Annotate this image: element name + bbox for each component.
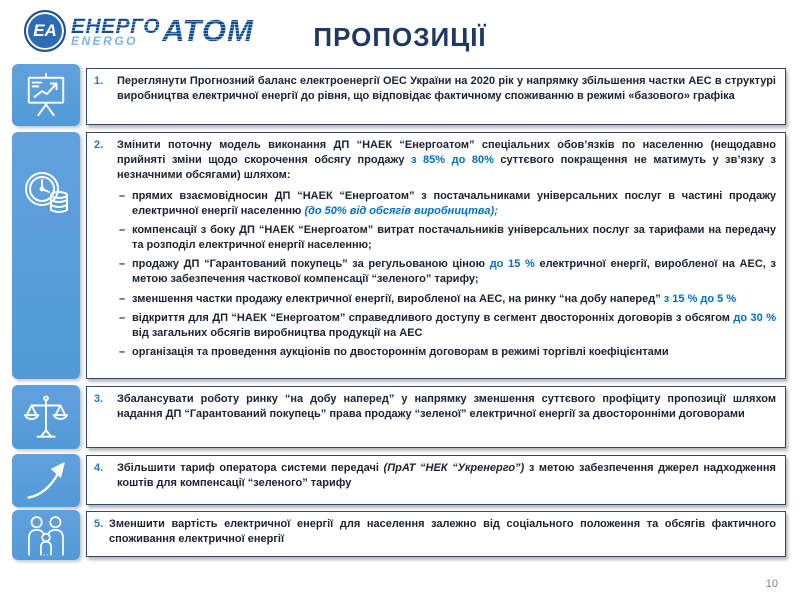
logo-energo-ua: ЕНЕРГО [71,14,161,38]
item-number: 2. [94,139,104,151]
proposal-box-4 [86,455,786,505]
proposal-box-1 [86,68,786,125]
bullet-text: організація та проведення аукціонів по двостороннім договорам в режимі торгівлі коефіцієнтами [132,346,669,359]
logo-atom: АТОМ [162,13,254,48]
item-number: 1. [94,75,104,87]
bullet-dash: – [119,223,126,236]
item-text: Збалансувати роботу ринку “на добу наперед” у напрямку зменшення суттєвого профіциту пропозиції шляхом надання ДП “Гарантований покупець” права продажу “зеленої” електричної енергії за двосторонніми договорами [117,393,776,421]
bullet-text: прямих взаємовідносин ДП “НАЕК “Енергоатом” з постачальниками універсальних послуг в частині продажу електричної енергії населенню (до 50% від обсягів виробництва); [132,189,776,217]
bullet-dash: – [119,189,126,202]
proposal-box-5 [86,511,786,557]
sidebar-block-2 [12,132,80,379]
bullet-text: компенсації з боку ДП “НАЕК “Енергоатом” витрат постачальників універсальних послуг за тарифами на передачу та розподіл електричної енергії населенню; [132,223,776,252]
item-text: Зменшити вартість електричної енергії для населення залежно від соціального положення та обсягів фактичного споживання електричної енергії [109,518,776,546]
bullet-dash: – [119,258,126,271]
item-number: 5. [94,518,104,530]
item-text: Змінити поточну модель виконання ДП “НАЕК “Енергоатом” спеціальних обов’язків по населенню (нещодавно прийняті зміни щодо скорочення обсягу продажу з 85% до 80% суттєвого покращення не матимуть у зв’язку з незначними обсягами) шляхом: [117,139,776,182]
family-icon [23,514,69,556]
logo-energo-en: ENERGO [71,33,139,48]
item-number: 3. [94,393,104,405]
clock-coins-icon [20,166,72,218]
sidebar-block-1 [12,64,80,126]
item-text: Збільшити тариф оператора системи передачі (ПрАТ “НЕК “Укренерго”) з метою забезпечення джерел надходження коштів для компенсації “зеленого” тарифу [117,462,776,490]
page-number: 10 [765,578,778,590]
list-item [119,292,776,307]
sidebar-block-4 [12,454,80,507]
list-item [119,311,776,341]
growth-arrow-icon [24,459,68,503]
bullet-text: продажу ДП “Гарантований покупець” за регульованою ціною до 15 % електричної енергії, виробленої на АЕС, з метою забезпечення часткової компенсації “зеленого” тарифу; [132,258,776,286]
item-number: 4. [94,462,104,474]
bullet-dash: – [119,311,126,324]
list-item [119,223,776,253]
page-title: ПРОПОЗИЦІЇ [313,22,487,52]
bullet-dash: – [119,292,126,305]
scales-icon [23,394,69,440]
sidebar-block-5 [12,510,80,560]
bullet-dash: – [119,346,126,359]
logo-mark-icon: ЕА [24,10,66,52]
sidebar-block-3 [12,385,80,449]
presentation-chart-icon [23,72,69,118]
proposal-box-2 [86,132,786,379]
proposal-box-3 [86,386,786,448]
list-item [119,345,776,360]
sub-bullet-list [119,189,776,361]
list-item [119,189,776,219]
bullet-text: зменшення частки продажу електричної енергії, виробленої на АЕС, на ринку “на добу наперед” з 15 % до 5 % [132,292,737,305]
item-text: Переглянути Прогнозний баланс електроенергії ОЕС України на 2020 рік у напрямку збільшення частки АЕС в структурі виробництва електричної енергії до рівня, що відповідає фактичному споживанню в режимі «базового» графіка [117,75,776,103]
bullet-text: відкриття для ДП “НАЕК “Енергоатом” справедливого доступу в сегмент двосторонніх договорів з обсягом до 30 % від загальних обсягів виробництва продукції на АЕС [132,311,776,339]
list-item [119,257,776,287]
